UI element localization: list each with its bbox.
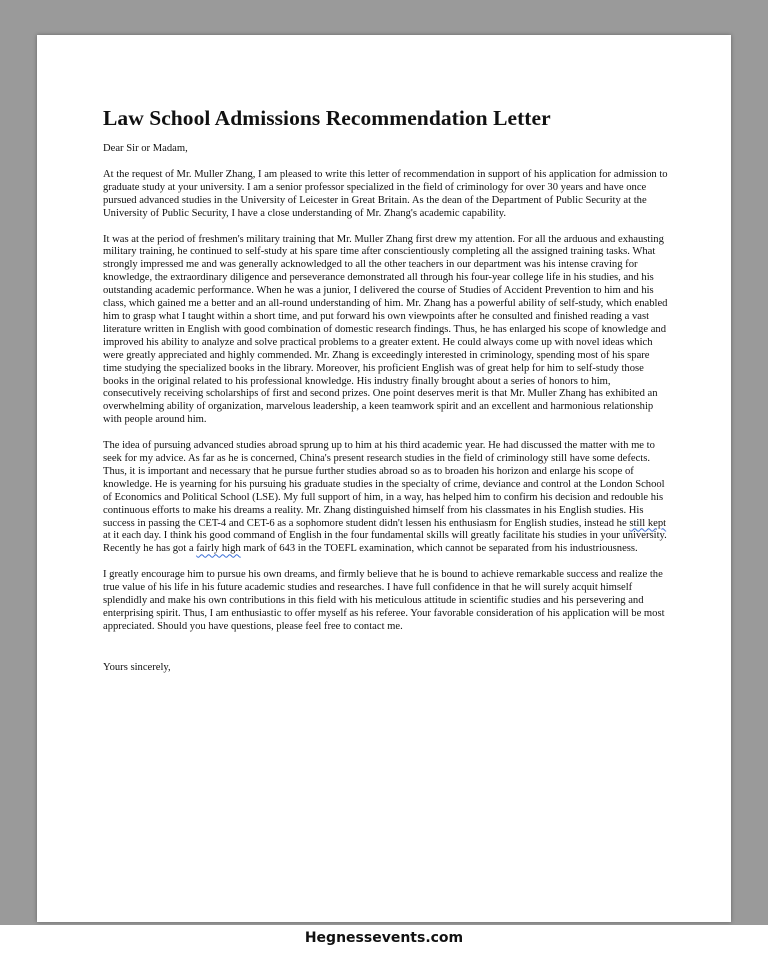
- spellcheck-mark: still kept: [629, 517, 667, 529]
- salutation: Dear Sir or Madam,: [103, 143, 188, 154]
- spellcheck-mark: fairly high: [196, 543, 241, 555]
- letter-page: [37, 35, 731, 922]
- paragraph-3-text-a: The idea of pursuing advanced studies abroad sprung up to him at his third academic year. He had discussed the matter with me to seek for my advice. As far as he is concerned, China's present research studies in the field of criminology still have some defects. Thus, it is important and necessary that he pursue further studies abroad so as to broaden his horizon and enlarge his scope of knowledge. He is yearning for his pursuing his graduate studies in the specialty of crime, deviance and control at the London School of Economics and Political School (LSE). My full support of him, in a way, has helped him to confirm his decision and redouble his continuous efforts to make his dreams a reality. Mr. Zhang distinguished himself from his classmates in his English studies. His success in passing the CET-4 and CET-6 as a sophomore student didn't lessen his enthusiasm for English studies, instead he: [103, 440, 665, 529]
- paragraph-3: [103, 440, 669, 556]
- site-watermark: Hegnessevents.com: [0, 925, 768, 960]
- letter-title: Law School Admissions Recommendation Letter: [103, 106, 551, 130]
- paragraph-4: I greatly encourage him to pursue his own dreams, and firmly believe that he is bound to achieve remarkable success and realize the true value of his life in his future academic studies and researches. I have full confidence in that he will surely acquit himself splendidly and make his own contributions in this field with his meticulous attitude in scientific studies and his persevering and enterprising spirit. Thus, I am enthusiastic to offer myself as his referee. Your favorable consideration of his application will be most appreciated. Should you have questions, please feel free to contact me.: [103, 569, 665, 632]
- paragraph-1: At the request of Mr. Muller Zhang, I am pleased to write this letter of recommendation in support of his application for admission to graduate study at your university. I am a senior professor specialized in the field of criminology for over 30 years and have once pursued advanced studies in the University of Leicester in Great Britain. As the dean of the Department of Public Security at the University of Public Security, I have a close understanding of Mr. Zhang's academic capability.: [103, 168, 668, 219]
- letter-body: [103, 105, 669, 688]
- closing: Yours sincerely,: [103, 661, 171, 673]
- paragraph-3-text-c: mark of 643 in the TOEFL examination, which cannot be separated from his industriousness.: [240, 543, 638, 555]
- paragraph-2: It was at the period of freshmen's military training that Mr. Muller Zhang first drew my attention. For all the arduous and exhausting military training, he continued to self-study at his spare time after conscientiously completing all the assigned training tasks. What strongly impressed me and was generally acknowledged to all the other teachers in our department was his intense craving for knowledge, the extraordinary diligence and perseverance demonstrated all through his four-year college life in his studies, and his outstanding academic performance. When he was a junior, I delivered the course of Studies of Accident Prevention to him and his class, which gained me a better and an all-round understanding of him. Mr. Zhang has a powerful ability of self-study, which enabled him to grasp what I taught within a short time, and put forward his own viewpoints after he consulted and finished reading a vast literature written in English with good combination of domestic research findings. Thus, he has enlarged his scope of knowledge and improved his ability to analyze and solve practical problems to a greater extent. He could always come up with novel ideas which were greatly appreciated and highly commended. Mr. Zhang is exceedingly interested in criminology, spending most of his spare time studying the specialized books in the library. Moreover, his proficient English was of great help for him to self-study those books in the original related to his professional knowledge. His industry finally brought about a series of honors to him, consecutively receiving scholarships of first and second prizes. One point deserves merit is that Mr. Muller Zhang has exhibited an overwhelming ability of organization, marvelous leadership, a keen teamwork spirit and an excellent and harmonious relationship with people around him.: [103, 233, 668, 426]
- paragraph-3-text-b: at it each day. I think his good command of English in the four fundamental skills will greatly facilitate his studies in your university. Recently he has got a: [103, 530, 667, 555]
